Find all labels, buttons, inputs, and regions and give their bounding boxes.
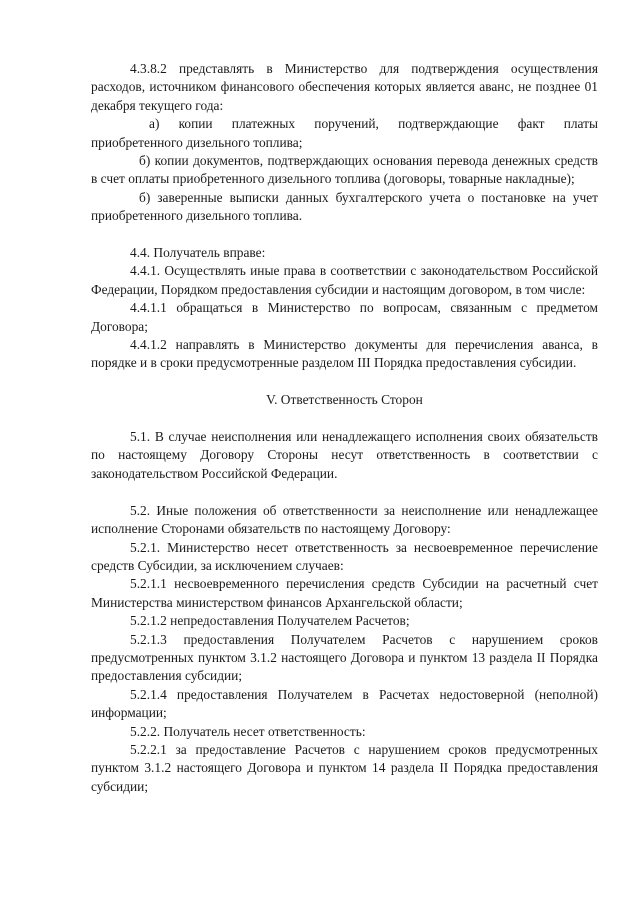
- paragraph-5-2-1-1: 5.2.1.1 несвоевременного перечисления средств Субсидии на расчетный счет Министерства министерством финансов Архангельской области;: [91, 576, 598, 610]
- paragraph-4-4-1-1: 4.4.1.1 обращаться в Министерство по вопросам, связанным с предметом Договора;: [91, 300, 598, 334]
- paragraph-item-b: б) копии документов, подтверждающих основания перевода денежных средств в счет оплаты приобретенного дизельного топлива (договоры, товарные накладные);: [91, 153, 598, 187]
- paragraph-4-4-1-2: 4.4.1.2 направлять в Министерство документы для перечисления аванса, в порядке и в сроки предусмотренные разделом III Порядка предоставления субсидии.: [91, 337, 598, 371]
- paragraph-4-3-8-2: 4.3.8.2 представлять в Министерство для подтверждения осуществления расходов, источником финансового обеспечения которых является аванс, не позднее 01 декабря текущего года:: [91, 61, 598, 113]
- paragraph-5-2-1-2: 5.2.1.2 непредоставления Получателем Расчетов;: [130, 613, 410, 629]
- paragraph-5-2: 5.2. Иные положения об ответственности за неисполнение или ненадлежащее исполнение Сторонами обязательств по настоящему Договору:: [91, 502, 598, 537]
- paragraph-5-2-1-3: 5.2.1.3 предоставления Получателем Расчетов с нарушением сроков предусмотренных пунктом 3.1.2 настоящего Договора и пунктом 13 раздела II Порядка предоставления субсидии;: [91, 631, 598, 684]
- paragraph-5-2-2: 5.2.2. Получатель несет ответственность:: [130, 723, 366, 739]
- paragraph-item-a: а) копии платежных поручений, подтверждающие факт платы приобретенного дизельного топлива;: [91, 116, 598, 150]
- paragraph-5-2-1: 5.2.1. Министерство несет ответственность за несвоевременное перечисление средств Субсидии, за исключением случаев:: [91, 539, 598, 573]
- paragraph-5-2-1-4: 5.2.1.4 предоставления Получателем в Расчетах недостоверной (неполной) информации;: [91, 686, 598, 721]
- paragraph-5-2-2-1: 5.2.2.1 за предоставление Расчетов с нарушением сроков предусмотренных пунктом 3.1.2 настоящего Договора и пунктом 14 раздела II Порядка предоставления субсидии;: [91, 741, 598, 794]
- paragraph-5-1: 5.1. В случае неисполнения или ненадлежащего исполнения своих обязательств по настоящему Договору Стороны несут ответственность в соответствии с законодательством Российской Федерации.: [91, 429, 598, 481]
- paragraph-item-b-second: б) заверенные выписки данных бухгалтерского учета о постановке на учет приобретенного дизельного топлива.: [91, 189, 598, 224]
- section-title: V. Ответственность Сторон: [266, 392, 423, 408]
- paragraph-4-4: 4.4. Получатель вправе:: [130, 245, 266, 261]
- paragraph-4-4-1: 4.4.1. Осуществлять иные права в соответствии с законодательством Российской Федерации, Порядком предоставления субсидии и настоящим договором, в том числе:: [91, 263, 598, 297]
